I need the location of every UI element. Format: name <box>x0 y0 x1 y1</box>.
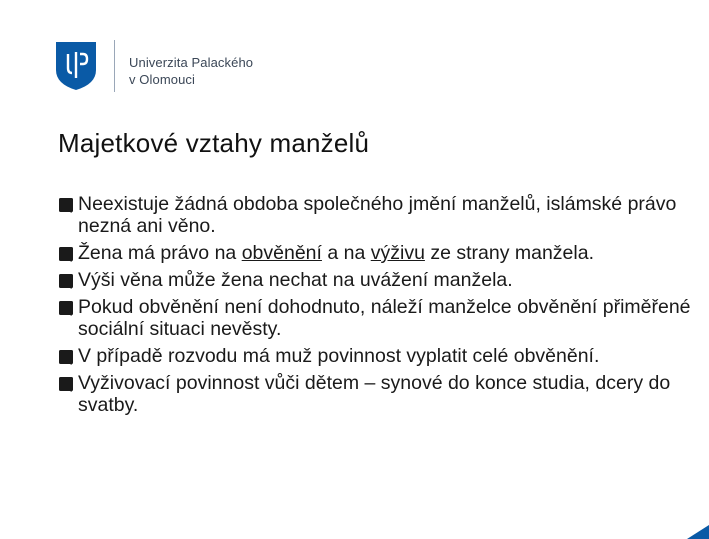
bullet-text: Výši věna může žena nechat na uvážení manžela. <box>78 269 513 291</box>
corner-decoration <box>687 525 709 539</box>
bullet-underlined-term: obvěnění <box>241 242 322 264</box>
checkbox-bullet-icon <box>58 376 74 392</box>
bullet-text-pre: Žena má právo na <box>78 242 242 264</box>
university-name-line2: v Olomouci <box>129 72 196 87</box>
university-logo <box>54 40 253 92</box>
checkbox-bullet-icon <box>58 300 74 316</box>
checkbox-bullet-icon <box>58 197 74 213</box>
bullet-item <box>58 242 698 264</box>
checkbox-bullet-icon <box>58 349 74 365</box>
bullet-list <box>58 193 698 421</box>
logo-divider <box>114 40 115 92</box>
bullet-item <box>58 296 698 340</box>
bullet-item <box>58 193 698 237</box>
bullet-item <box>58 345 698 367</box>
checkbox-bullet-icon <box>58 273 74 289</box>
bullet-text-post: ze strany manžela. <box>424 242 594 264</box>
bullet-text-mid: a na <box>321 242 371 264</box>
university-shield-icon <box>54 40 98 92</box>
bullet-item <box>58 372 698 416</box>
university-name <box>129 40 253 88</box>
checkbox-bullet-icon <box>58 246 74 262</box>
university-name-line1: Univerzita Palackého <box>129 55 254 70</box>
bullet-text: Vyživovací povinnost vůči dětem – synové do konce studia, dcery do svatby. <box>78 372 671 416</box>
bullet-text: Pokud obvěnění není dohodnuto, náleží manželce obvěnění přiměřené sociální situaci nevěsty. <box>78 296 691 340</box>
bullet-text: Neexistuje žádná obdoba společného jmění manželů, islámské právo nezná ani věno. <box>78 193 677 237</box>
bullet-text: V případě rozvodu má muž povinnost vyplatit celé obvěnění. <box>78 345 600 367</box>
slide-title: Majetkové vztahy manželů <box>58 128 370 158</box>
bullet-item <box>58 269 698 291</box>
bullet-underlined-term: výživu <box>370 242 425 264</box>
